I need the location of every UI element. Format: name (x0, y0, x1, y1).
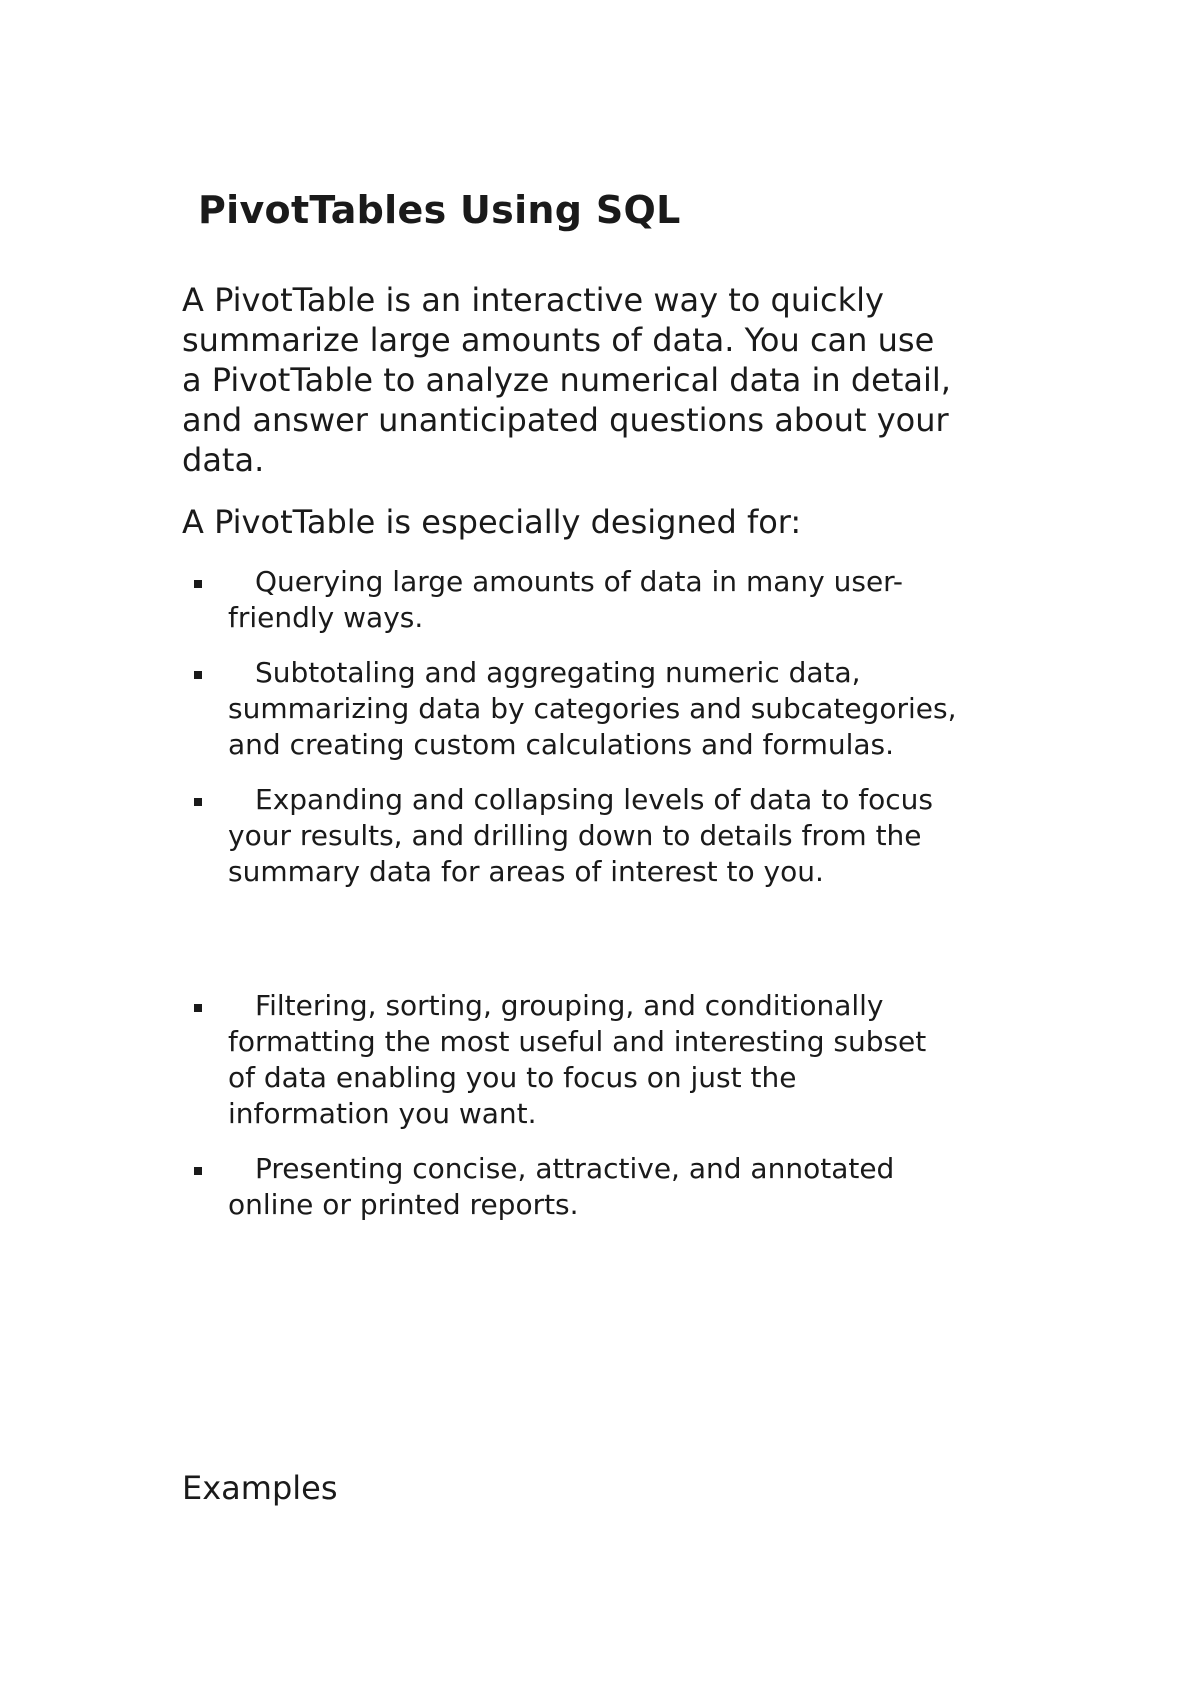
examples-heading: Examples (182, 1469, 338, 1507)
square-bullet-icon (194, 1004, 202, 1012)
square-bullet-icon (194, 671, 202, 679)
designed-for-paragraph: A PivotTable is especially designed for: (182, 503, 802, 541)
intro-paragraph: A PivotTable is an interactive way to quickly summarize large amounts of data. You can use a PivotTable to analyze numerical data in detail, and answer unanticipated questions about your data. (182, 281, 951, 479)
bullet-text: Subtotaling and aggregating numeric data, summarizing data by categories and subcategories, and creating custom calculations and formulas. (228, 656, 957, 761)
bullet-text: Presenting concise, attractive, and annotated online or printed reports. (228, 1152, 895, 1221)
bullet-text: Expanding and collapsing levels of data to focus your results, and drilling down to details from the summary data for areas of interest to you. (228, 783, 933, 888)
square-bullet-icon (194, 798, 202, 806)
bullet-text: Querying large amounts of data in many user- friendly ways. (228, 565, 903, 634)
square-bullet-icon (194, 1167, 202, 1175)
square-bullet-icon (194, 580, 202, 588)
bullet-text: Filtering, sorting, grouping, and conditionally formatting the most useful and interesting subset of data enabling you to focus on just the information you want. (228, 989, 927, 1130)
page-title: PivotTables Using SQL (198, 188, 681, 232)
